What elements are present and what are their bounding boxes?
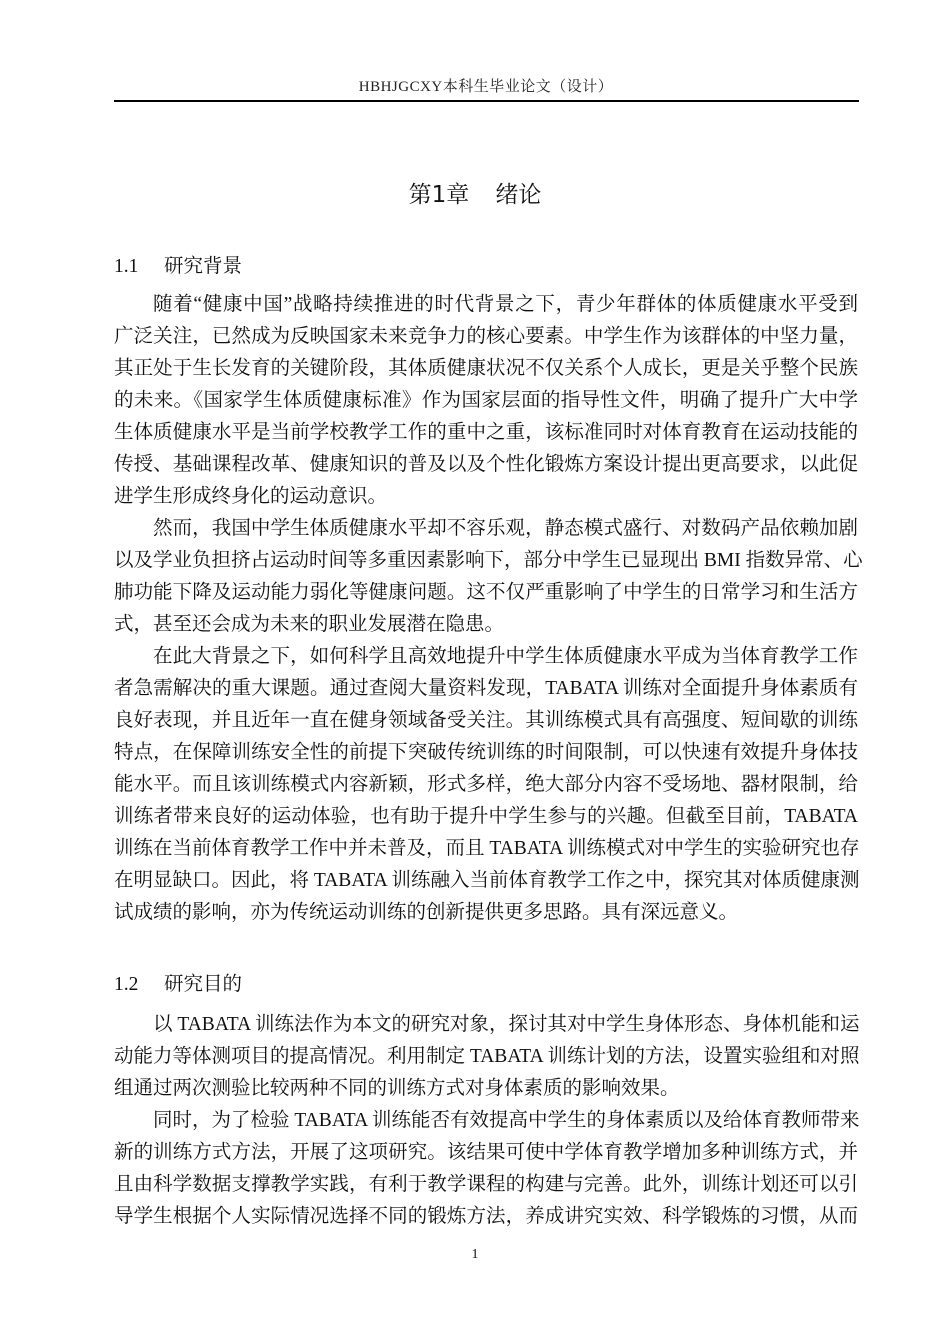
paragraph <box>114 289 858 513</box>
text-line: 试成绩的影响，亦为传统运动训练的创新提供更多思路。具有深远意义。 <box>114 902 739 923</box>
text-line: 同时，为了检验 TABATA 训练能否有效提高中学生的身体素质以及给体育教师带来 <box>153 1110 860 1131</box>
text-line: 在明显缺口。因此，将 TABATA 训练融入当前体育教学工作之中，探究其对体质健康测 <box>114 870 860 891</box>
paragraph <box>114 641 858 929</box>
text-line: 以 TABATA 训练法作为本文的研究对象，探讨其对中学生身体形态、身体机能和运 <box>153 1014 860 1035</box>
text-line: 进学生形成终身化的运动意识。 <box>114 486 388 507</box>
text-line: 良好表现，并且近年一直在健身领域备受关注。其训练模式具有高强度、短间歇的训练 <box>114 710 858 731</box>
section-number: 1.1 <box>114 256 139 277</box>
running-header: HBHJGCXY本科生毕业论文（设计） <box>358 79 614 95</box>
section-number: 1.2 <box>114 974 139 995</box>
section-title: 研究背景 <box>164 254 243 277</box>
chapter-number: 第1章 <box>408 182 470 208</box>
text-line: 然而，我国中学生体质健康水平却不容乐观，静态模式盛行、对数码产品依赖加剧 <box>153 518 858 539</box>
text-line: 且由科学数据支撑教学实践，有利于教学课程的构建与完善。此外，训练计划还可以引 <box>114 1174 858 1195</box>
text-line: 式，甚至还会成为未来的职业发展潜在隐患。 <box>114 614 505 635</box>
text-line: 特点，在保障训练安全性的前提下突破传统训练的时间限制，可以快速有效提升身体技 <box>114 742 858 763</box>
section-body-1-1 <box>114 289 863 929</box>
paragraph <box>114 1105 858 1233</box>
text-line: 者急需解决的重大课题。通过查阅大量资料发现，TABATA 训练对全面提升身体素质有 <box>114 678 858 699</box>
text-line: 传授、基础课程改革、健康知识的普及以及个性化锻炼方案设计提出更高要求，以此促 <box>114 454 858 475</box>
text-line: 训练在当前体育教学工作中并未普及，而且 TABATA 训练模式对中学生的实验研究也存 <box>114 838 860 859</box>
text-line: 以及学业负担挤占运动时间等多重因素影响下，部分中学生已显现出 BMI 指数异常、心 <box>114 550 863 571</box>
section-body-1-2 <box>114 1009 858 1233</box>
text-line: 肺功能下降及运动能力弱化等健康问题。这不仅严重影响了中学生的日常学习和生活方 <box>114 582 858 603</box>
section-heading-1-1 <box>114 253 242 279</box>
page-number: 1 <box>471 1247 479 1262</box>
text-line: 新的训练方式方法，开展了这项研究。该结果可使中学体育教学增加多种训练方式，并 <box>114 1142 858 1163</box>
text-line: 其正处于生长发育的关键阶段，其体质健康状况不仅关系个人成长，更是关乎整个民族 <box>114 358 858 379</box>
text-line: 训练者带来良好的运动体验，也有助于提升中学生参与的兴趣。但截至目前，TABATA <box>114 806 858 827</box>
header-rule <box>114 100 859 102</box>
section-heading-1-2 <box>114 971 242 997</box>
text-line: 生体质健康水平是当前学校教学工作的重中之重，该标准同时对体育教育在运动技能的 <box>114 422 858 443</box>
text-line: 广泛关注，已然成为反映国家未来竞争力的核心要素。中学生作为该群体的中坚力量， <box>114 326 858 347</box>
paragraph <box>114 513 863 641</box>
text-line: 随着“健康中国”战略持续推进的时代背景之下，青少年群体的体质健康水平受到 <box>153 294 858 315</box>
text-line: 动能力等体测项目的提高情况。利用制定 TABATA 训练计划的方法，设置实验组和对照 <box>114 1046 860 1067</box>
text-line: 能水平。而且该训练模式内容新颖，形式多样，绝大部分内容不受场地、器材限制，给 <box>114 774 858 795</box>
text-line: 在此大背景之下，如何科学且高效地提升中学生体质健康水平成为当体育教学工作 <box>153 646 858 667</box>
chapter-title <box>0 180 950 210</box>
chapter-name: 绪论 <box>495 182 542 208</box>
text-line: 的未来。《国家学生体质健康标准》作为国家层面的指导性文件，明确了提升广大中学 <box>114 390 858 411</box>
paragraph <box>114 1009 858 1105</box>
text-line: 组通过两次测验比较两种不同的训练方式对身体素质的影响效果。 <box>114 1078 680 1099</box>
section-title: 研究目的 <box>164 972 243 995</box>
text-line: 导学生根据个人实际情况选择不同的锻炼方法，养成讲究实效、科学锻炼的习惯，从而 <box>114 1206 858 1227</box>
